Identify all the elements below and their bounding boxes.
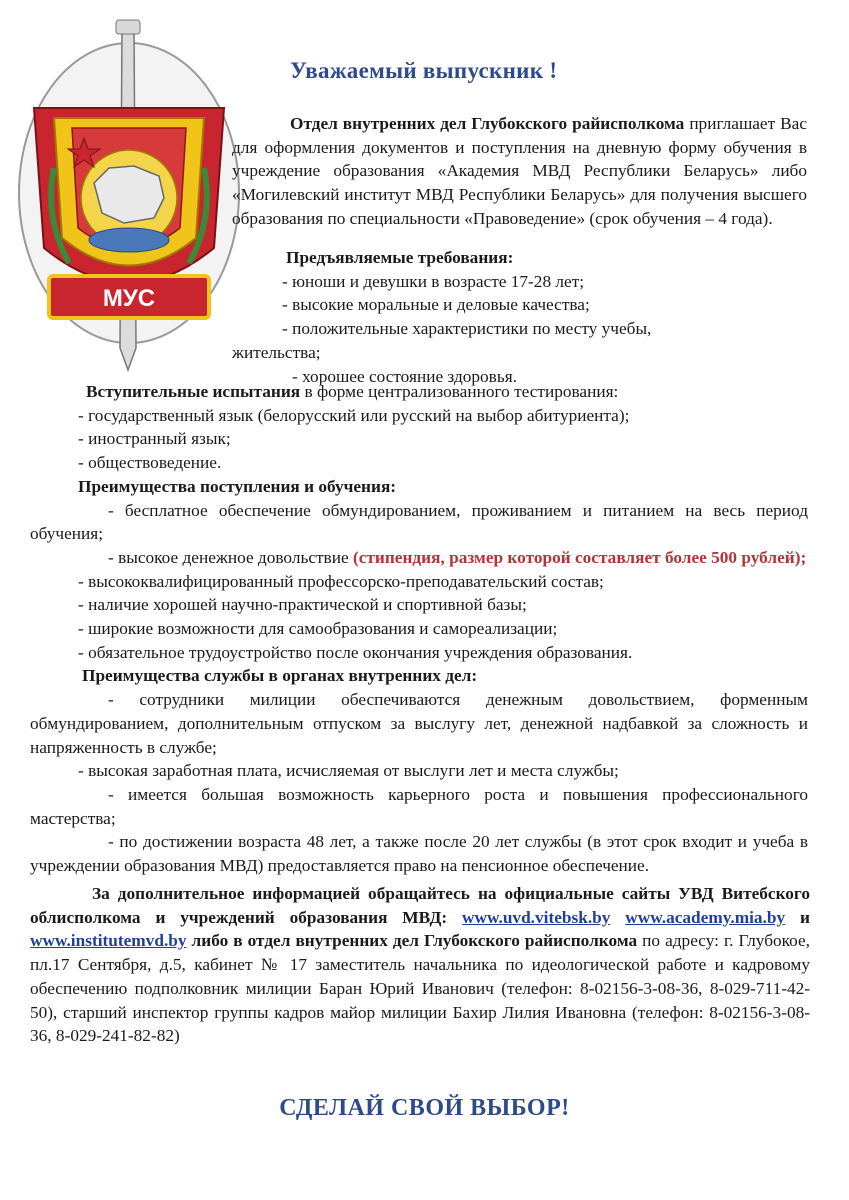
advantage-item-stipend: - высокое денежное довольствие (стипендия, размер которой составляет более 500 рублей); <box>108 547 807 567</box>
mus-emblem-icon <box>14 18 252 378</box>
requirement-item: - юноши и девушки в возрасте 17-28 лет; <box>282 271 585 291</box>
advantages-service-heading: Преимущества службы в органах внутренних дел: <box>82 666 478 686</box>
slogan: СДЕЛАЙ СВОЙ ВЫБОР! <box>279 1095 570 1121</box>
requirement-item: - положительные характеристики по месту учебы, <box>282 319 652 339</box>
advantages-study-heading: Преимущества поступления и обучения: <box>78 476 397 496</box>
exam-item: - государственный язык (белорусский или русский на выбор абитуриента); <box>78 405 630 425</box>
contact-details: по адресу: г. Глубокое, пл.17 Сентября, д.5, кабинет № 17 заместитель начальника по идеологической работе и кадровому обеспечению подполковник милиции Баран Юрий Иванович (телефон: 8-02156-3-08-36, 8-029-711-42-50), старший инспектор группы кадров майор милиции Бахир Лилия Ивановна (телефон: 8-02156-3-08-36, 8-029-241-82-82) <box>30 931 810 1046</box>
advantage-item: - высококвалифицированный профессорско-преподавательский состав; <box>78 571 604 591</box>
link-academy[interactable]: www.academy.mia.by <box>625 907 786 927</box>
contact-paragraph <box>30 882 810 1048</box>
intro-text: приглашает Вас для оформления документов и поступления на дневную форму обучения в учреждение образования «Академия МВД Республики Беларусь» либо «Могилевский институт МВД Республики Беларусь» для получения высшего образования по специальности «Правоведение» (срок обучения – 4 года). <box>232 114 807 228</box>
intro-paragraph <box>232 112 807 231</box>
requirements-section <box>232 246 807 388</box>
intro-org: Отдел внутренних дел Глубокского райисполкома <box>290 114 685 133</box>
requirement-item: жительства; <box>232 342 321 362</box>
requirement-item: - хорошее состояние здоровья. <box>292 366 517 386</box>
service-item: - имеется большая возможность карьерного роста и повышения профессионального мастерства; <box>30 784 808 828</box>
link-institute[interactable]: www.institutemvd.by <box>30 931 187 951</box>
service-item: - высокая заработная плата, исчисляемая от выслуги лет и места службы; <box>78 761 619 781</box>
page-title: Уважаемый выпускник ! <box>290 58 558 83</box>
exam-item: - иностранный язык; <box>78 429 231 449</box>
service-item: - сотрудники милиции обеспечиваются денежным довольствием, форменным обмундированием, дополнительным отпуском за выслугу лет, денежной надбавкой за сложность и напряженность в службе; <box>30 690 808 757</box>
advantage-item: - широкие возможности для самообразования и самореализации; <box>78 619 558 639</box>
service-item: - по достижении возраста 48 лет, а также после 20 лет службы (в этот срок входит и учеба в учреждении образования МВД) предоставляется право на пенсионное обеспечение. <box>30 832 808 876</box>
exam-item: - обществоведение. <box>78 453 222 473</box>
contact-intro: За дополнительное информацией обращайтесь на официальные сайты УВД Витебского облисполкома и учреждений образования МВД: <box>30 884 810 927</box>
link-uvd[interactable]: www.uvd.vitebsk.by <box>462 907 611 927</box>
advantage-item: - бесплатное обеспечение обмундированием, проживанием и питанием на весь период обучения; <box>30 500 808 544</box>
svg-text:МУС: МУС <box>102 285 156 312</box>
stipend-highlight: (стипендия, размер которой составляет более 500 рублей); <box>352 547 807 567</box>
main-body <box>30 380 808 878</box>
contact-and: и <box>800 907 810 927</box>
requirement-item: - высокие моральные и деловые качества; <box>282 295 590 315</box>
requirements-heading: Предъявляемые требования: <box>286 248 514 267</box>
advantage-item: - наличие хорошей научно-практической и спортивной базы; <box>78 595 527 615</box>
advantage-item: - обязательное трудоустройство после окончания учреждения образования. <box>78 642 633 662</box>
exams-heading: Вступительные испытания в форме централизованного тестирования: <box>86 382 619 401</box>
contact-mid: либо в отдел внутренних дел Глубокского райисполкома <box>191 931 638 951</box>
